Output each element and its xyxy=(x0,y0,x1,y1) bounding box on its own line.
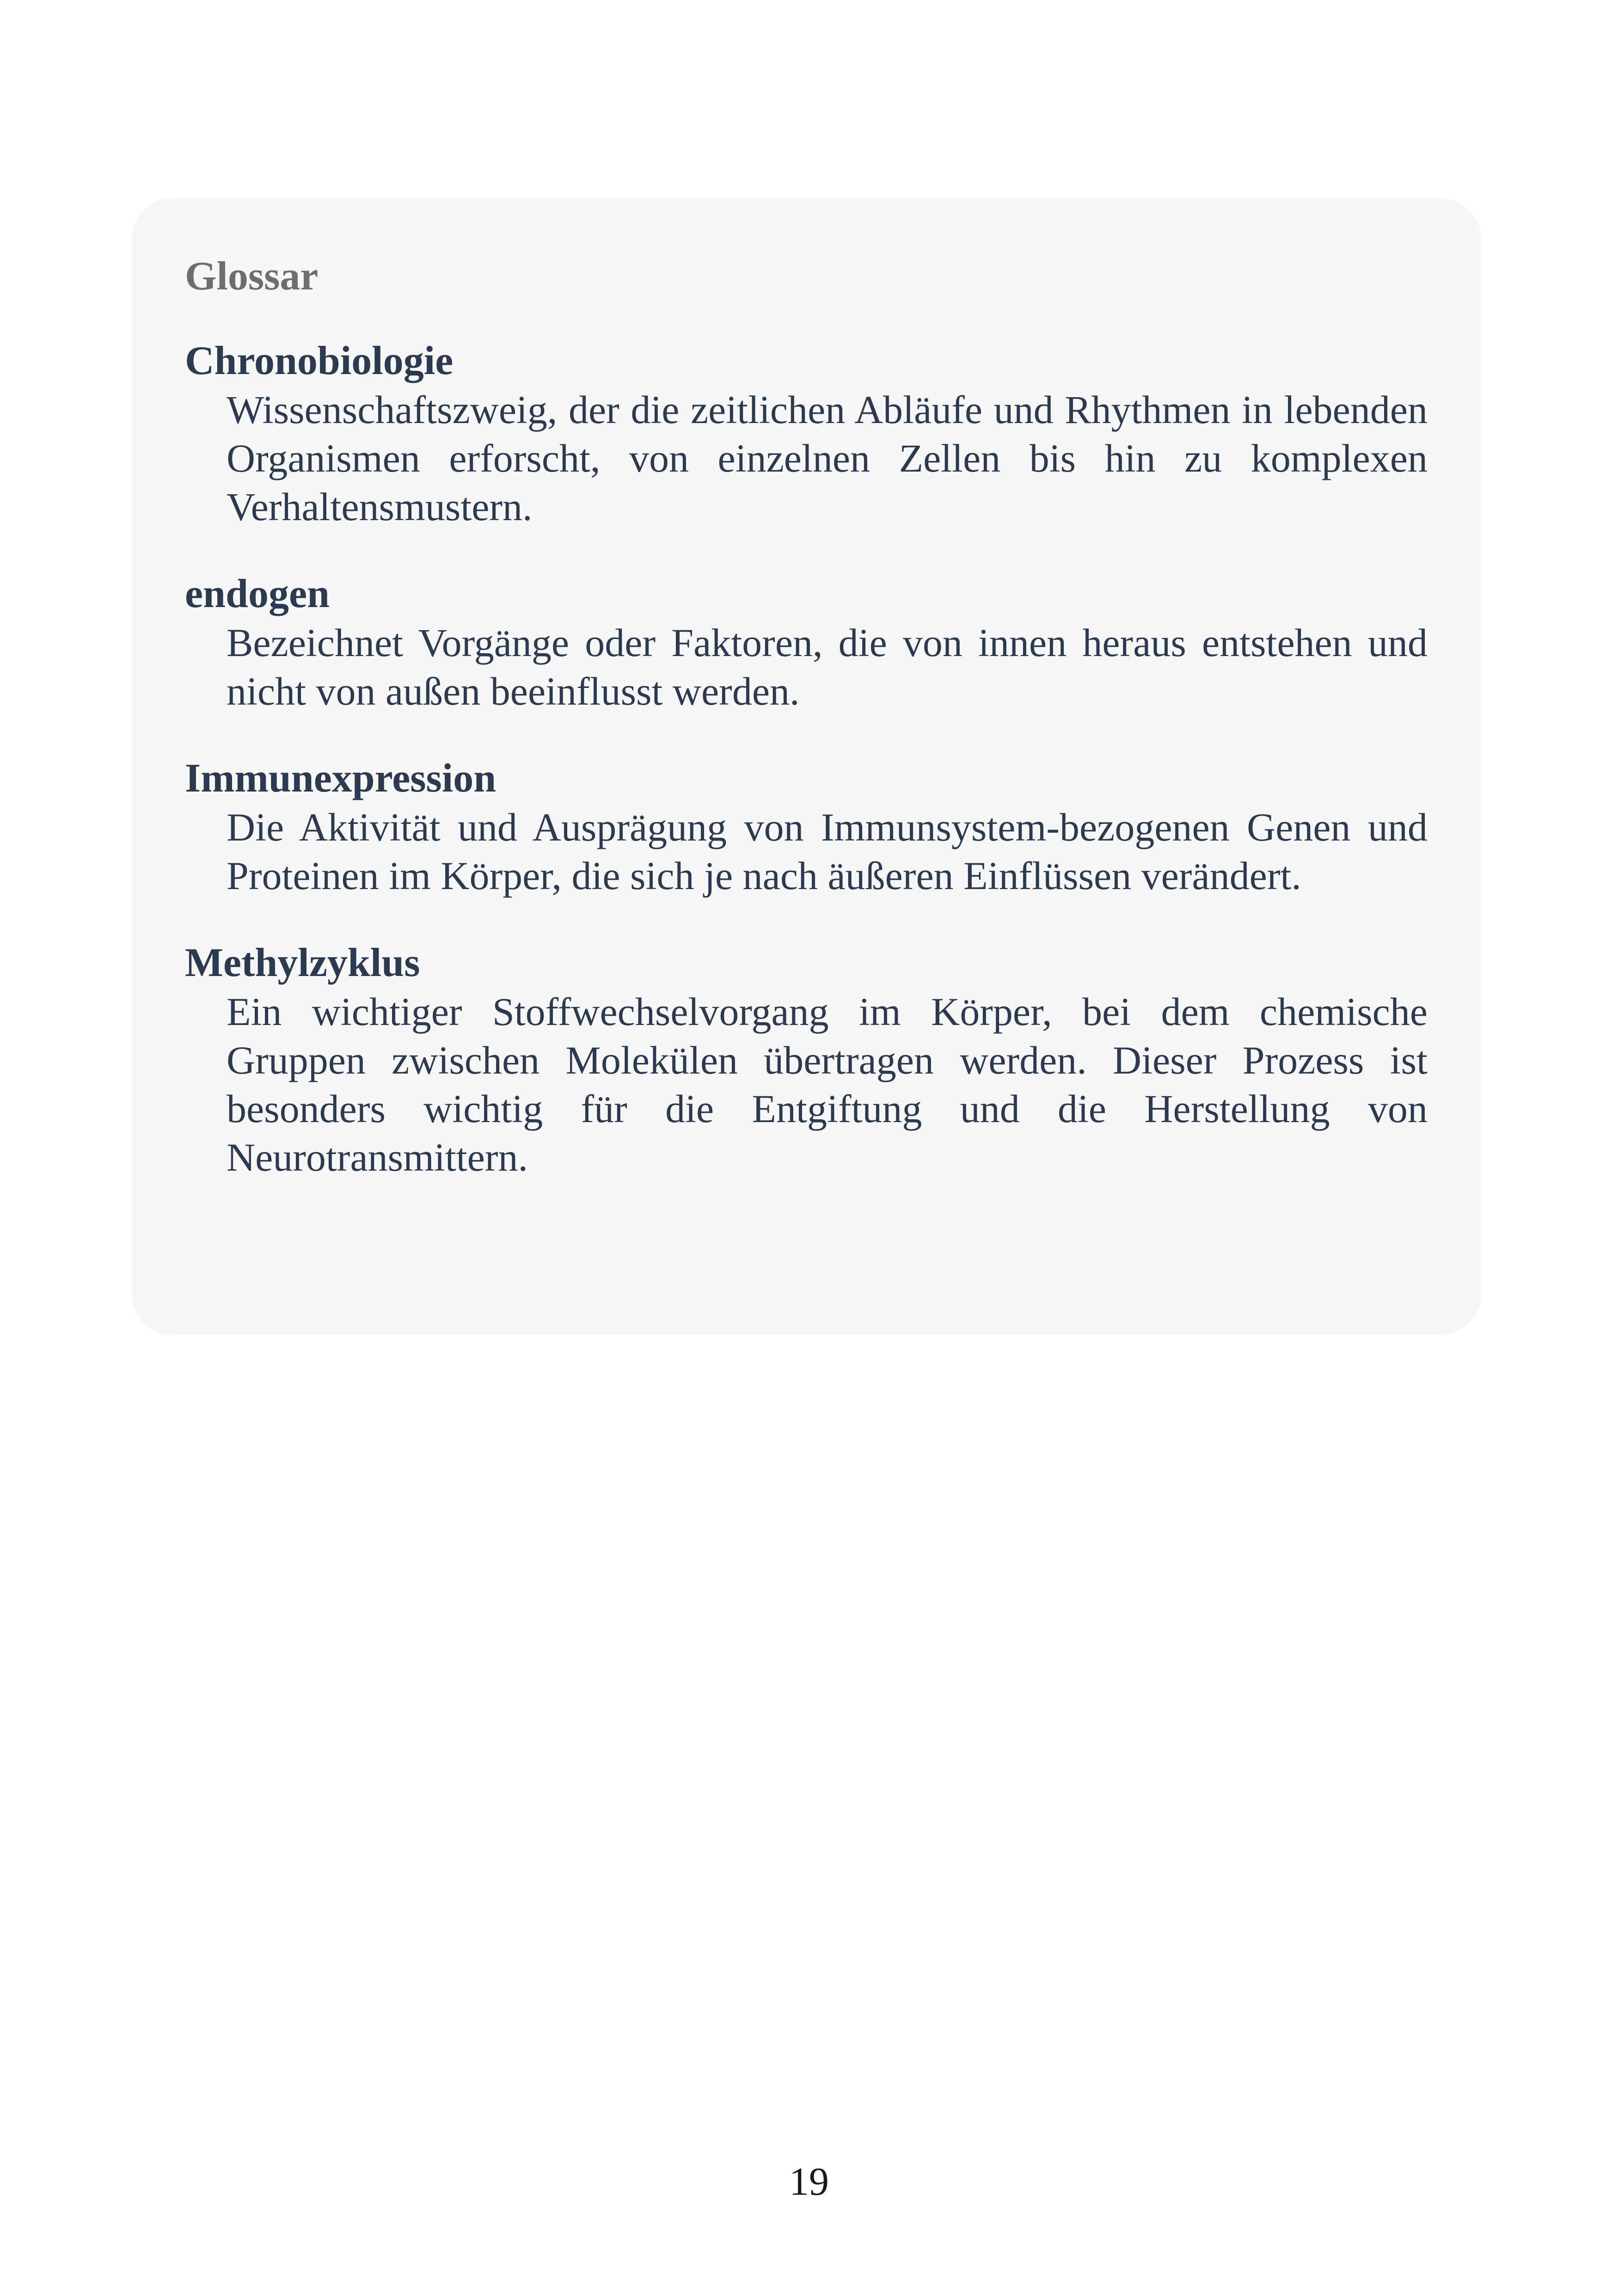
glossary-definition: Bezeichnet Vorgänge oder Faktoren, die von innen heraus entstehen und nicht von außen beeinflusst werden. xyxy=(227,620,1428,713)
glossary-box xyxy=(131,198,1481,1335)
glossary-term: Methylzyklus xyxy=(185,940,420,985)
page-number: 19 xyxy=(789,2159,829,2204)
glossary-definition: Ein wichtiger Stoffwechselvorgang im Körper, bei dem chemische Gruppen zwischen Molekülen übertragen werden. Dieser Prozess ist besonders wichtig für die Entgiftung und die Herstellung von Neurotransmittern. xyxy=(227,989,1428,1179)
glossary-entry xyxy=(185,570,1428,716)
glossary-term: endogen xyxy=(185,571,330,616)
glossary-term: Immunexpression xyxy=(185,756,496,801)
glossary-definition: Wissenschaftszweig, der die zeitlichen Abläufe und Rhythmen in lebenden Organismen erforscht, von einzelnen Zellen bis hin zu komplexen Verhaltensmustern. xyxy=(227,387,1428,529)
glossary-term: Chronobiologie xyxy=(185,338,454,383)
glossary-entry xyxy=(185,754,1428,900)
glossary-definition: Die Aktivität und Ausprägung von Immunsystem-bezogenen Genen und Proteinen im Körper, die sich je nach äußeren Einflüssen verändert. xyxy=(227,805,1428,898)
glossary-entry xyxy=(185,939,1428,1182)
glossary-title: Glossar xyxy=(185,254,319,299)
glossary-entry xyxy=(185,337,1428,531)
